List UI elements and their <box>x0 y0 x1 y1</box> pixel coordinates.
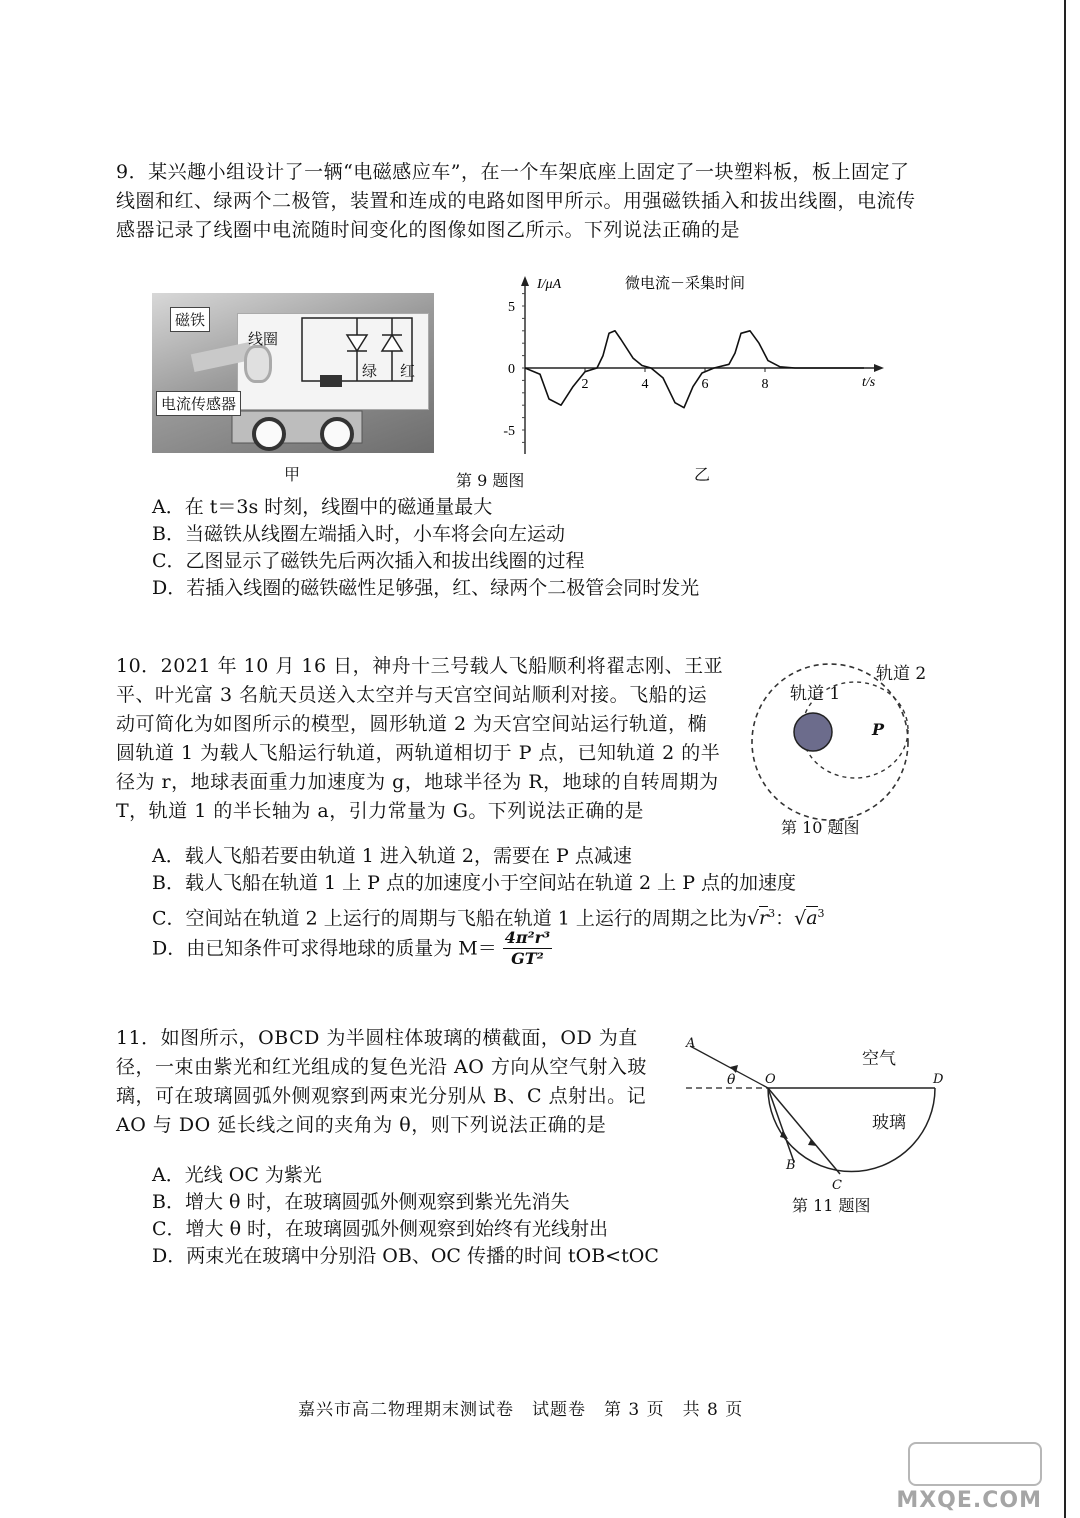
q10-stem: 10．2021 年 10 月 16 日，神舟十三号载人飞船顺利将翟志刚、王亚平、叶光富 3 名航天员送入太空并与天宫空间站顺利对接。飞船的运动可简化为如图所示的模型，圆形轨道 2 为天宫空间站运行轨道，椭圆轨道 1 为载人飞船运行轨道，两轨道相切于 P 点，已知轨道 2 的半径为 r，地球表面重力加速度为 g，地球半径为 R，地球的自转周期为 T，轨道 1 的半长轴为 a，引力常量为 G。下列说法正确的是 <box>116 655 724 822</box>
label-magnet: 磁铁 <box>170 307 210 332</box>
sqrt-sign-1: √ <box>746 907 759 930</box>
q9-caption: 第 9 题图 <box>456 471 525 490</box>
orbit-1-label: 轨道 1 <box>790 684 841 704</box>
glass-label: 玻璃 <box>872 1113 906 1133</box>
series-line-0 <box>525 331 864 408</box>
q10-c-r: r <box>758 907 769 930</box>
label-coil: 线圈 <box>248 330 279 348</box>
ray-ob <box>768 1088 794 1162</box>
page-footer: 嘉兴市高二物理期末测试卷 试题卷 第 3 页 共 8 页 <box>298 1400 744 1420</box>
q9-option-d: D．若插入线圈的磁铁磁性足够强，红、绿两个二极管会同时发光 <box>152 577 700 599</box>
label-green-led: 绿 <box>362 362 378 380</box>
y-tick-label: 0 <box>508 362 515 377</box>
theta-label: θ <box>727 1072 736 1088</box>
wheel-left <box>252 417 286 451</box>
q10-c-a: a <box>806 907 818 930</box>
q10-option-d <box>152 928 552 969</box>
q11-glass-figure <box>680 1036 950 1186</box>
q9-option-a: A．在 t＝3s 时刻，线圈中的磁通量最大 <box>152 496 493 518</box>
q10-option-b: B．载人飞船在轨道 1 上 P 点的加速度小于空间站在轨道 2 上 P 点的加速度 <box>152 872 797 894</box>
q10-d-denominator: GT² <box>511 949 544 968</box>
x-tick-label: 6 <box>701 377 709 392</box>
q11-option-d: D．两束光在玻璃中分别沿 OB、OC 传播的时间 tOB<tOC <box>152 1245 659 1267</box>
y-axis-label: I/μA <box>537 277 562 292</box>
point-d-label: D <box>933 1072 944 1087</box>
q11-option-a: A．光线 OC 为紫光 <box>152 1164 322 1186</box>
x-tick-label: 4 <box>641 377 649 392</box>
q10-option-d-text: D．由已知条件可求得地球的质量为 M＝ <box>152 937 497 960</box>
point-p-label: P <box>872 720 885 739</box>
y-tick-label: 5 <box>508 300 515 315</box>
q10-c-exp-1: 3 <box>768 907 776 920</box>
label-current-sensor: 电流传感器 <box>156 391 241 416</box>
q10-c-colon: ： <box>775 907 795 930</box>
q9-option-c: C．乙图显示了磁铁先后两次插入和拔出线圈的过程 <box>152 550 585 572</box>
x-axis-arrow <box>874 364 884 372</box>
wheel-right <box>320 417 354 451</box>
x-axis-label: t/s <box>862 375 876 390</box>
y-tick-label: -5 <box>503 424 515 439</box>
q9-stem: 9．某兴趣小组设计了一辆“电磁感应车”，在一个车架底座上固定了一块塑料板，板上固定了线圈和红、绿两个二极管，装置和连成的电路如图甲所示。用强磁铁插入和拔出线圈，电流传感器记录了线圈中电流随时间变化的图像如图乙所示。下列说法正确的是 <box>116 161 916 241</box>
q10-option-a: A．载人飞船若要由轨道 1 进入轨道 2，需要在 P 点减速 <box>152 845 632 867</box>
air-label: 空气 <box>862 1049 896 1069</box>
q9-option-b: B．当磁铁从线圈左端插入时，小车将会向左运动 <box>152 523 565 545</box>
point-b-label: B <box>786 1158 796 1173</box>
label-yi: 乙 <box>694 465 711 484</box>
x-tick-label: 2 <box>581 377 589 392</box>
q10-c-exp-2: 3 <box>817 907 825 920</box>
ray-oc <box>768 1088 840 1174</box>
q10-d-fraction <box>503 928 552 969</box>
label-jia: 甲 <box>284 465 301 484</box>
orbit-2-label: 轨道 2 <box>876 664 927 684</box>
chart-title: 微电流－采集时间 <box>625 274 746 292</box>
q11-stem: 11．如图所示，OBCD 为半圆柱体玻璃的横截面，OD 为直径，一束由紫光和红光组成的复色光沿 AO 方向从空气射入玻璃，可在玻璃圆弧外侧观察到两束光分别从 B、C 点射出。记 AO 与 DO 延长线之间的夹角为 θ，则下列说法正确的是 <box>116 1027 647 1136</box>
watermark-site: MXQE.COM <box>896 1488 1042 1513</box>
q11-option-b: B．增大 θ 时，在玻璃圆弧外侧观察到紫光先消失 <box>152 1191 570 1213</box>
point-a-label: A <box>686 1036 696 1051</box>
y-axis-arrow <box>521 276 529 286</box>
q11-option-c: C．增大 θ 时，在玻璃圆弧外侧观察到始终有光线射出 <box>152 1218 609 1240</box>
sqrt-sign-2: √ <box>794 907 807 930</box>
q10-caption: 第 10 题图 <box>781 818 860 837</box>
label-red-led: 红 <box>400 362 416 380</box>
point-o-label: O <box>765 1072 776 1087</box>
q11-caption: 第 11 题图 <box>792 1196 871 1215</box>
x-tick-label: 8 <box>761 377 769 392</box>
watermark-logo-icon <box>908 1442 1042 1486</box>
point-c-label: C <box>832 1178 842 1193</box>
earth-circle <box>794 713 832 751</box>
q10-d-numerator: 4π²r³ <box>504 928 551 947</box>
q10-option-c-text: C．空间站在轨道 2 上运行的周期与飞船在轨道 1 上运行的周期之比为 <box>152 907 747 930</box>
page-edge-line <box>1064 0 1066 1518</box>
q9-photo-jia <box>152 293 434 453</box>
q9-current-chart <box>495 268 895 468</box>
